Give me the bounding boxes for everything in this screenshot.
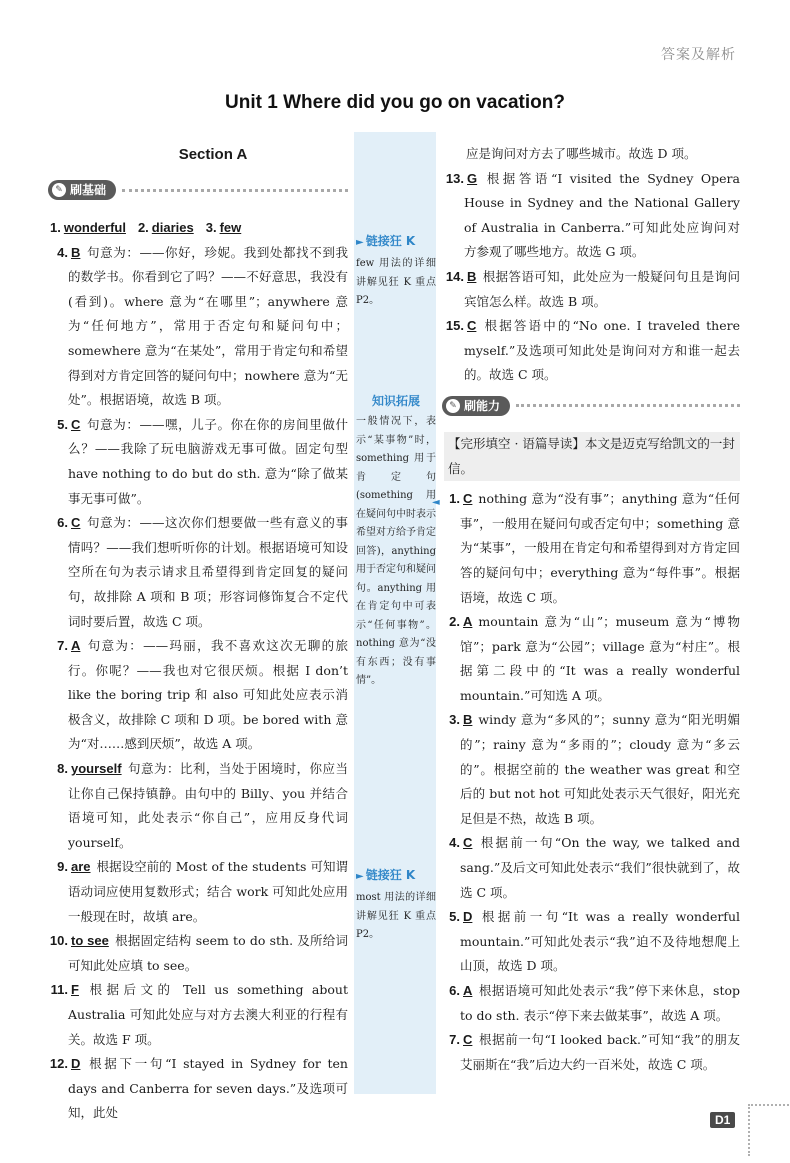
answer-key: F	[71, 982, 79, 998]
answer-explanation: 根据固定结构 seem to do sth. 及所给词可知此处应填 to see。	[68, 933, 349, 973]
answer-body	[442, 610, 740, 708]
answer-key: A	[71, 638, 81, 654]
answer-body	[48, 855, 348, 929]
answer-item	[442, 167, 740, 265]
arrow-right-icon: ►	[356, 871, 364, 882]
corner-decoration	[748, 1104, 790, 1156]
answer-item	[48, 855, 348, 929]
answer-number: 11.	[50, 982, 68, 998]
answer-body	[48, 241, 348, 413]
answer-explanation: 句意为：——玛丽，我不喜欢这次无聊的旅行。你呢？——我也对它很厌烦。根据 I don’t like the boring trip 和 also 可知此处应表示消极含义，故排除 C 项和 D 项。be bored with 意为“对……感到厌烦”，故选 A 项。	[68, 638, 348, 752]
answer-item	[442, 314, 740, 388]
answer-key: D	[463, 909, 473, 925]
answer-key: wonderful	[63, 220, 126, 235]
sidebar-link-block-1	[356, 232, 436, 311]
answer-explanation: 根据前一句“It was a really wonderful mountain.”可知此处表示“我”迫不及待地想爬上山顶，故选 D 项。	[460, 909, 740, 974]
answer-number: 5.	[57, 416, 68, 432]
answer-body	[48, 978, 348, 1052]
answer-item	[48, 929, 348, 978]
answer-key: C	[463, 491, 473, 507]
page-number: D1	[710, 1112, 735, 1128]
answer-body	[48, 511, 348, 634]
answer-number: 10.	[49, 933, 68, 949]
sidebar-link-text: few 用法的详细讲解见狂 K 重点 P2。	[356, 258, 436, 306]
answer-explanation: mountain 意为“山”；museum 意为“博物馆”；park 意为“公园”；village 意为“村庄”。根据第二段中的“It was a really wonderful mountain.”可知选 A 项。	[460, 614, 740, 703]
answer-item	[48, 757, 348, 855]
sidebar-link-title	[356, 232, 436, 252]
answer-body	[442, 831, 740, 905]
answer-number: 3.	[449, 712, 460, 728]
section-band-ability	[442, 394, 740, 418]
answer-item	[48, 511, 348, 634]
answer-number: 2.	[449, 614, 460, 630]
answer-explanation: 句意为：——这次你们想要做一些有意义的事情吗？——我们想听听你的计划。根据语境可知设空所在句为表示请求且希望得到肯定回复的疑问句，故排除 A 项和 B 项；形容词修饰复合不定代词时要后置，故选 C 项。	[68, 515, 348, 629]
answer-explanation: nothing 意为“没有事”；anything 意为“任何事”，一般用在疑问句或否定句中；something 意为“某事”，一般用在肯定句和希望得到对方肯定回答的疑问句中；everything 意为“每件事”。根据语境，故选 C 项。	[460, 491, 740, 605]
answer-item	[442, 708, 740, 831]
answer-explanation: 句意为：——你好，珍妮。我到处都找不到我的数学书。你看到它了吗？——不好意思，我没有(看到)。where 意为“在哪里”；anywhere 意为“任何地方”，常用于否定句和疑问句中；somewhere 意为“在某处”，常用于肯定句和希望得到对方肯定回答的疑问句中；nowhere 意为“无处”。根据语境，故选 B 项。	[68, 244, 348, 408]
reading-guide-box	[444, 432, 740, 481]
answer-body	[442, 905, 740, 979]
answer-key: B	[467, 268, 477, 284]
answer-body	[442, 167, 740, 265]
answer-key: yourself	[71, 761, 122, 777]
left-column	[48, 142, 348, 1126]
band-pill	[442, 396, 510, 416]
answer-explanation: 根据语境可知此处表示“我”停下来休息，stop to do sth. 表示“停下来去做某事”，故选 A 项。	[460, 983, 740, 1023]
answer-number: 6.	[57, 515, 68, 531]
answer-explanation: 根据后文的 Tell us something about Australia 可知此处应与对方去澳大利亚的行程有关。故选 F 项。	[68, 982, 348, 1047]
answer-body	[48, 413, 348, 511]
answer-number: 4.	[449, 835, 460, 851]
answer-item	[48, 241, 348, 413]
sidebar-extension-block	[356, 392, 436, 691]
answer-key: A	[463, 983, 473, 998]
header-label: 答案及解析	[661, 47, 736, 63]
reading-guide-text: 本文是迈克写给凯文的一封信。	[448, 435, 735, 476]
answer-item	[442, 487, 740, 610]
answer-key: B	[463, 712, 473, 728]
band-label: 刷能力	[464, 398, 501, 413]
answer-number: 9.	[57, 859, 68, 875]
section-band-basic	[48, 178, 348, 202]
answer-body	[442, 314, 740, 388]
answer-item	[442, 905, 740, 979]
answer-explanation: 根据答语中的“No one. I traveled there myself.”及选项可知此处是询问对方和谁一起去的。故选 C 项。	[464, 318, 740, 383]
sidebar-link-label: 链接狂 K	[365, 234, 416, 248]
sidebar-link-label: 链接狂 K	[365, 868, 416, 882]
answer-number: 1.	[50, 220, 61, 235]
answer-key: C	[463, 1032, 473, 1048]
answer-number: 5.	[449, 909, 460, 925]
pen-icon: ✎	[446, 399, 460, 413]
answer-body	[48, 1052, 348, 1126]
pen-icon: ✎	[52, 183, 66, 197]
answer-explanation: windy 意为“多风的”；sunny 意为“阳光明媚的”；rainy 意为“多雨的”；cloudy 意为“多云的”。根据空前的 the weather was great 和空后的 but not hot 可知此处表示天气很好，阳光充足但是不热，故选 B 项。	[460, 712, 740, 826]
answer-body	[442, 979, 740, 1028]
answer-body	[48, 634, 348, 757]
answer-key: C	[71, 515, 81, 531]
answer-item	[442, 1028, 740, 1077]
answer-explanation: 根据前一句“On the way, we talked and sang.”及后文可知此处表示“我们”很快就到了，故选 C 项。	[460, 835, 740, 900]
answer-key: are	[71, 859, 91, 875]
answer-item	[48, 1052, 348, 1126]
sidebar-link-text: most 用法的详细讲解见狂 K 重点 P2。	[356, 892, 436, 940]
answers-row	[50, 216, 348, 241]
sidebar-link-title	[356, 866, 436, 886]
answer-number: 6.	[449, 983, 460, 998]
continuation-text: 应是询问对方去了哪些城市。故选 D 项。	[466, 146, 697, 161]
answer-number: 14.	[445, 268, 464, 284]
sidebar-link-block-2	[356, 866, 436, 945]
answer-number: 7.	[57, 638, 68, 654]
answer-number: 2.	[137, 220, 149, 235]
right-column	[442, 142, 740, 1077]
answer-item	[442, 265, 740, 314]
answer-item	[48, 413, 348, 511]
answer-body	[442, 487, 740, 610]
answer-item	[442, 831, 740, 905]
answer-number: 15.	[445, 318, 464, 334]
answer-explanation: 根据设空前的 Most of the students 可知谓语动词应使用复数形式；结合 work 可知此处应用一般现在时，故填 are。	[68, 859, 348, 924]
answer-number: 13.	[445, 170, 464, 186]
answer-item	[442, 610, 740, 708]
section-title: Section A	[178, 146, 248, 163]
arrow-left-icon: ◄	[432, 497, 440, 508]
arrow-right-icon: ►	[356, 237, 364, 248]
answer-number: 3.	[205, 220, 217, 235]
answer-key: B	[71, 244, 81, 260]
answer-key: C	[463, 835, 473, 851]
answer-number: 4.	[57, 244, 68, 260]
dotted-divider	[122, 189, 348, 192]
answer-key: G	[467, 170, 478, 186]
sidebar-extension-title: 知识拓展	[371, 394, 420, 408]
right-items-b-list	[442, 487, 740, 1077]
answer-key: D	[71, 1056, 81, 1072]
answer-body	[48, 929, 348, 978]
answer-number: 1.	[449, 491, 460, 507]
answer-key: diaries	[151, 220, 194, 235]
page-title: Unit 1 Where did you go on vacation?	[225, 92, 565, 113]
answer-key: C	[467, 318, 477, 334]
answer-explanation: 根据前一句“I looked back.”可知“我”的朋友艾丽斯在“我”后边大约一百米处，故选 C 项。	[460, 1032, 740, 1072]
answer-key: few	[219, 220, 242, 235]
answer-number: 12.	[49, 1056, 68, 1072]
right-items-a-list	[442, 167, 740, 388]
band-label: 刷基础	[70, 182, 107, 197]
answer-key: to see	[71, 933, 109, 949]
answer-number: 8.	[57, 761, 68, 777]
answer-explanation: 根据答语“I visited the Sydney Opera House in Sydney and the National Gallery of Australia in Canberra.”可知此处应询问对方参观了哪些地方。故选 G 项。	[464, 170, 740, 260]
answer-number: 7.	[449, 1032, 460, 1048]
answer-explanation: 根据答语可知，此处应为一般疑问句且是询问宾馆怎么样。故选 B 项。	[464, 268, 740, 309]
answer-item	[442, 979, 740, 1028]
dotted-divider	[516, 404, 740, 407]
answer-explanation: 句意为：——嘿，儿子。你在你的房间里做什么？——我除了玩电脑游戏无事可做。固定句型 have nothing to do but do sth. 意为“除了做某事无事可做”。	[68, 416, 348, 506]
answer-key: A	[463, 614, 473, 630]
answer-body	[442, 1028, 740, 1077]
reading-guide-tag: 【完形填空 · 语篇导读】	[448, 435, 585, 451]
answer-explanation: 根据下一句“I stayed in Sydney for ten days and Canberra for seven days.”及选项可知，此处	[68, 1056, 348, 1121]
answer-body	[442, 708, 740, 831]
left-items-list	[48, 241, 348, 1126]
answer-key: C	[71, 416, 81, 432]
sidebar-extension-text: 一般情况下，表示“某事物”时，something 用于肯定句(something 用在疑问句中时表示希望对方给予肯定回答)，anything 用于否定句和疑问句。anything 用在肯定句中可表示“任何事物”。nothing 意为“没有东西；没有事情”。	[356, 416, 436, 686]
answer-body	[48, 757, 348, 855]
answer-item	[48, 634, 348, 757]
answer-item	[48, 978, 348, 1052]
answer-explanation: 句意为：比利，当处于困境时，你应当让你自己保持镇静。由句中的 Billy、you 并结合语境可知，此处表示“你自己”，应用反身代词 yourself。	[68, 761, 348, 850]
band-pill	[48, 180, 116, 200]
answer-body	[442, 265, 740, 314]
